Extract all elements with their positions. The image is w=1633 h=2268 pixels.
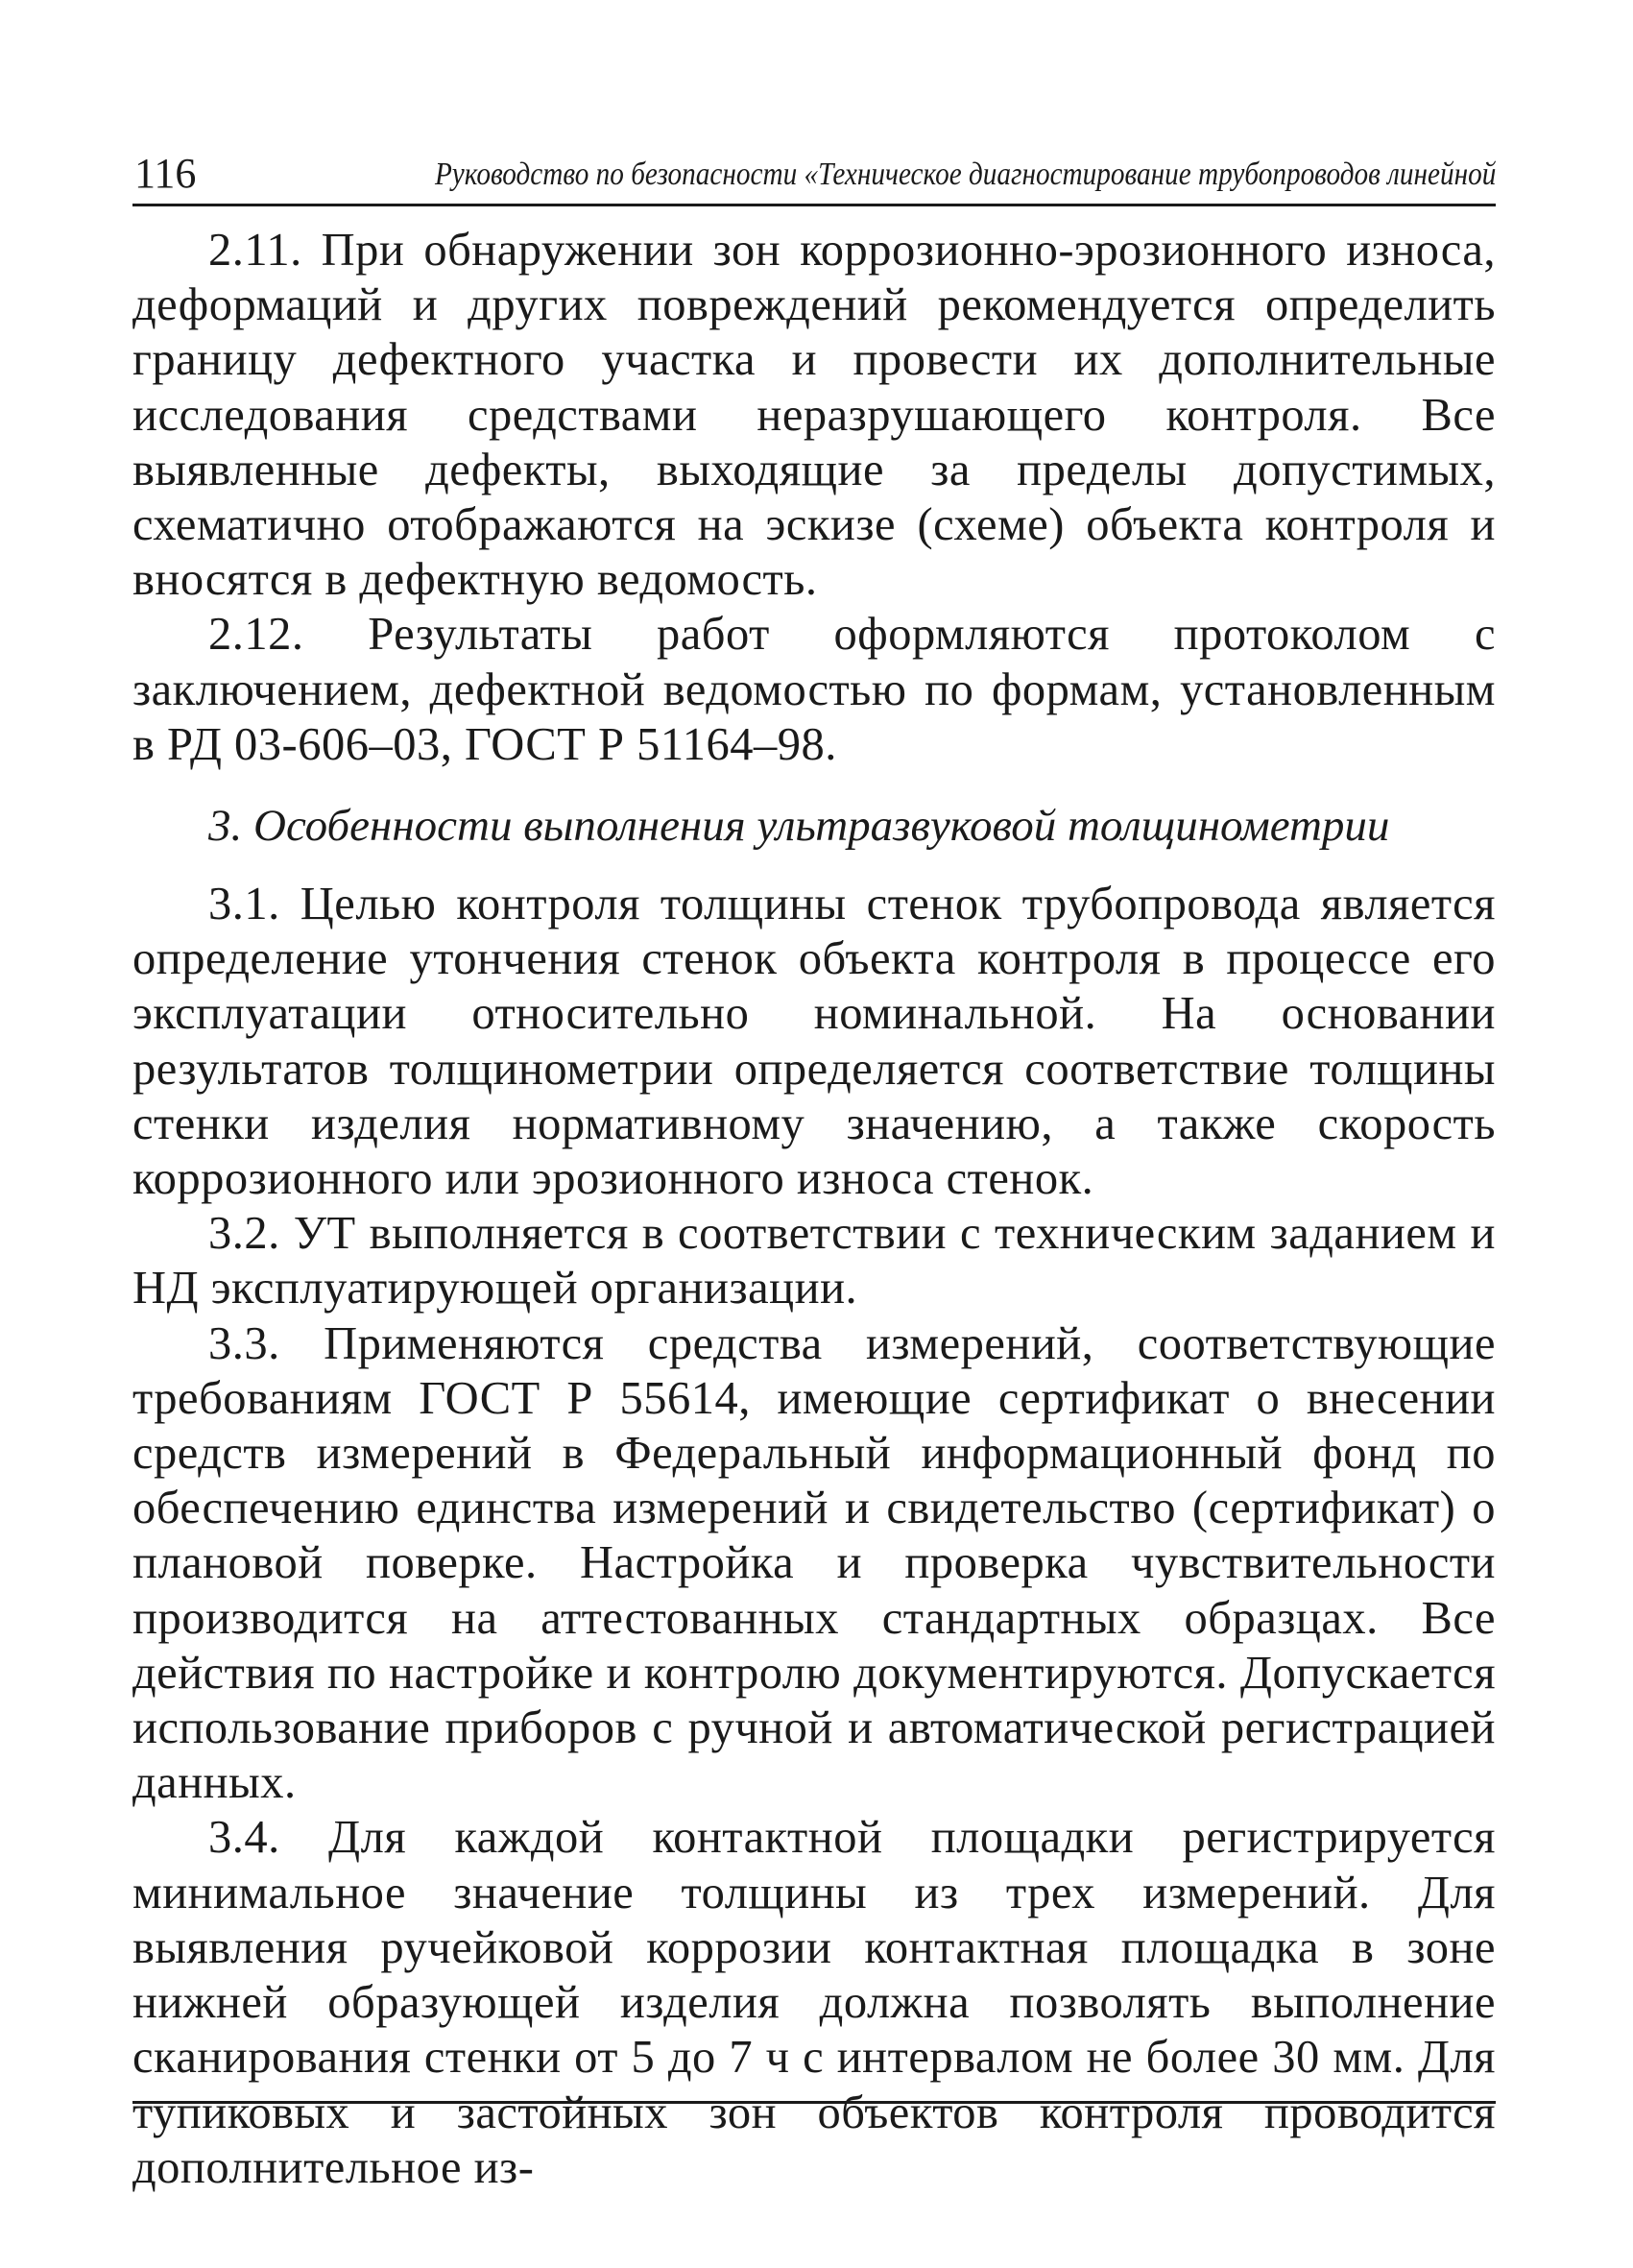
page-header [132,144,1496,206]
page-body [132,223,1496,2195]
paragraph-2-11: 2.11. При обнаружении зон коррозионно-эрозионного износа, деформаций и других повреждений рекомендуется определить границу дефектного участка и провести их дополнительные исследования средствами неразрушающего контроля. Все выявленные дефекты, выходящие за пределы допустимых, схематично отображаются на эскизе (схеме) объекта контроля и вносятся в дефектную ведомость. [132,225,1496,606]
paragraph-3-2: 3.2. УТ выполняется в соответствии с техническим заданием и НД эксплуатирующей организации. [132,1208,1496,1315]
paragraph-3-3: 3.3. Применяются средства измерений, соответствующие требованиям ГОСТ Р 55614, имеющие сертификат о внесении средств измерений в Федеральный информационный фонд по обеспечению единства измерений и свидетельство (сертификат) о плановой поверке. Настройка и проверка чувствительности производится на аттестованных стандартных образцах. Все действия по настройке и контролю документируются. Допускается использование приборов с ручной и автоматической регистрацией данных. [132,1317,1496,1809]
section-heading: 3. Особенности выполнения ультразвуковой толщинометрии [208,801,1390,852]
footer-rule [132,2101,1496,2104]
paragraph-3-4: 3.4. Для каждой контактной площадки регистрируется минимальное значение толщины из трех измерений. Для выявления ручейковой коррозии контактная площадка в зоне нижней образующей изделия должна позволять выполнение сканирования стенки от 5 до 7 ч с интервалом не более 30 мм. Для тупиковых и застойных зон объектов контроля проводится дополнительное из- [132,1812,1496,2193]
paragraph-2-12: 2.12. Результаты работ оформляются протоколом с заключением, дефектной ведомостью по формам, установленным в РД 03-606–03, ГОСТ Р 51164–98. [132,609,1496,770]
page-number: 116 [134,150,197,197]
running-title: Руководство по безопасности «Техническое диагностирование трубопроводов линейной [434,157,1496,192]
paragraph-3-1: 3.1. Целью контроля толщины стенок трубопровода является определение утончения стенок объекта контроля в процессе его эксплуатации относительно номинальной. На основании результатов толщинометрии определяется соответствие толщины стенки изделия нормативному значению, а также скорость коррозионного или эрозионного износа стенок. [132,879,1496,1205]
